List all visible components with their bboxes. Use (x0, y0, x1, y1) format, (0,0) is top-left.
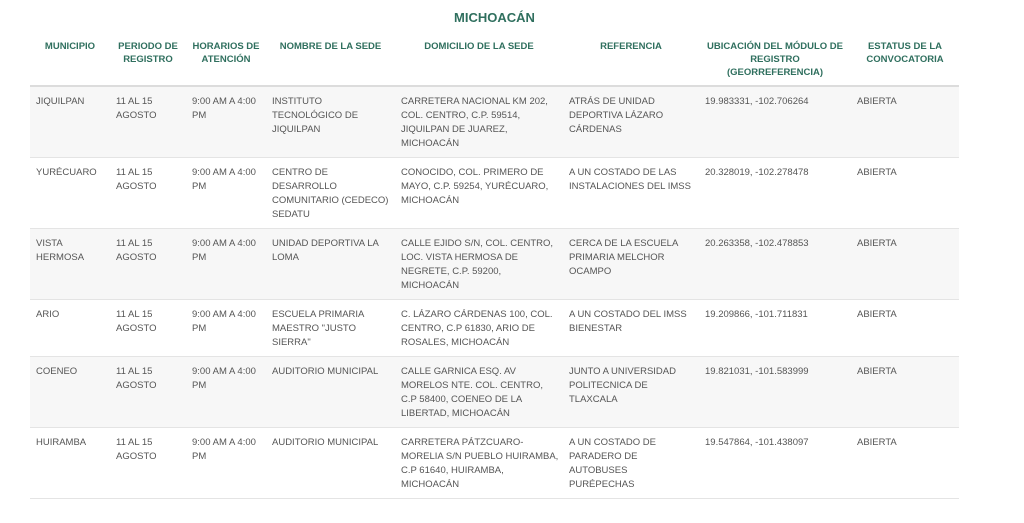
header-nombre: NOMBRE DE LA SEDE (266, 36, 395, 86)
cell-municipio: COENEO (30, 357, 110, 428)
cell-georef: 19.983331, -102.706264 (699, 86, 851, 158)
header-referencia: REFERENCIA (563, 36, 699, 86)
cell-periodo: 11 AL 15 AGOSTO (110, 158, 186, 229)
sedes-table (30, 36, 959, 499)
cell-nombre: CENTRO DE DESARROLLO COMUNITARIO (CEDECO) SEDATU (266, 158, 395, 229)
cell-referencia: ATRÁS DE UNIDAD DEPORTIVA LÁZARO CÁRDENAS (563, 86, 699, 158)
cell-georef: 19.209866, -101.711831 (699, 300, 851, 357)
header-municipio: MUNICIPIO (30, 36, 110, 86)
cell-referencia: A UN COSTADO DE PARADERO DE AUTOBUSES PURÉPECHAS (563, 428, 699, 499)
table-header-row (30, 36, 959, 86)
header-estatus: ESTATUS DE LA CONVOCATORIA (851, 36, 959, 86)
table-row (30, 428, 959, 499)
cell-periodo: 11 AL 15 AGOSTO (110, 229, 186, 300)
cell-periodo: 11 AL 15 AGOSTO (110, 357, 186, 428)
cell-domicilio: CARRETERA NACIONAL KM 202, COL. CENTRO, C.P. 59514, JIQUILPAN DE JUAREZ, MICHOACÁN (395, 86, 563, 158)
cell-estatus: ABIERTA (851, 158, 959, 229)
cell-domicilio: CALLE EJIDO S/N, COL. CENTRO, LOC. VISTA HERMOSA DE NEGRETE, C.P. 59200, MICHOACÁN (395, 229, 563, 300)
header-domicilio: DOMICILIO DE LA SEDE (395, 36, 563, 86)
cell-horario: 9:00 AM A 4:00 PM (186, 229, 266, 300)
cell-nombre: INSTITUTO TECNOLÓGICO DE JIQUILPAN (266, 86, 395, 158)
cell-estatus: ABIERTA (851, 86, 959, 158)
cell-estatus: ABIERTA (851, 229, 959, 300)
cell-horario: 9:00 AM A 4:00 PM (186, 357, 266, 428)
cell-estatus: ABIERTA (851, 428, 959, 499)
cell-horario: 9:00 AM A 4:00 PM (186, 300, 266, 357)
table-row (30, 86, 959, 158)
cell-nombre: AUDITORIO MUNICIPAL (266, 428, 395, 499)
header-periodo: PERIODO DE REGISTRO (110, 36, 186, 86)
cell-nombre: UNIDAD DEPORTIVA LA LOMA (266, 229, 395, 300)
cell-domicilio: CARRETERA PÁTZCUARO-MORELIA S/N PUEBLO HUIRAMBA, C.P 61640, HUIRAMBA, MICHOACÁN (395, 428, 563, 499)
cell-horario: 9:00 AM A 4:00 PM (186, 86, 266, 158)
cell-municipio: ARIO (30, 300, 110, 357)
cell-georef: 19.547864, -101.438097 (699, 428, 851, 499)
cell-municipio: HUIRAMBA (30, 428, 110, 499)
table-row (30, 300, 959, 357)
cell-horario: 9:00 AM A 4:00 PM (186, 158, 266, 229)
table-row (30, 357, 959, 428)
cell-periodo: 11 AL 15 AGOSTO (110, 300, 186, 357)
cell-domicilio: CALLE GARNICA ESQ. AV MORELOS NTE. COL. CENTRO, C.P 58400, COENEO DE LA LIBERTAD, MICHOACÁN (395, 357, 563, 428)
cell-periodo: 11 AL 15 AGOSTO (110, 428, 186, 499)
cell-domicilio: CONOCIDO, COL. PRIMERO DE MAYO, C.P. 59254, YURÉCUARO, MICHOACÁN (395, 158, 563, 229)
cell-nombre: AUDITORIO MUNICIPAL (266, 357, 395, 428)
page-content (30, 0, 959, 499)
cell-estatus: ABIERTA (851, 357, 959, 428)
cell-municipio: JIQUILPAN (30, 86, 110, 158)
cell-estatus: ABIERTA (851, 300, 959, 357)
table-row (30, 229, 959, 300)
cell-municipio: YURÉCUARO (30, 158, 110, 229)
cell-georef: 19.821031, -101.583999 (699, 357, 851, 428)
cell-referencia: CERCA DE LA ESCUELA PRIMARIA MELCHOR OCAMPO (563, 229, 699, 300)
cell-domicilio: C. LÁZARO CÁRDENAS 100, COL. CENTRO, C.P 61830, ARIO DE ROSALES, MICHOACÁN (395, 300, 563, 357)
header-horarios: HORARIOS DE ATENCIÓN (186, 36, 266, 86)
cell-periodo: 11 AL 15 AGOSTO (110, 86, 186, 158)
cell-georef: 20.263358, -102.478853 (699, 229, 851, 300)
table-row (30, 158, 959, 229)
cell-referencia: JUNTO A UNIVERSIDAD POLITECNICA DE TLAXCALA (563, 357, 699, 428)
cell-horario: 9:00 AM A 4:00 PM (186, 428, 266, 499)
state-title: MICHOACÁN (454, 10, 535, 25)
cell-municipio: VISTA HERMOSA (30, 229, 110, 300)
header-ubicacion: UBICACIÓN DEL MÓDULO DE REGISTRO (GEORREFERENCIA) (699, 36, 851, 86)
cell-referencia: A UN COSTADO DEL IMSS BIENESTAR (563, 300, 699, 357)
cell-nombre: ESCUELA PRIMARIA MAESTRO "JUSTO SIERRA" (266, 300, 395, 357)
cell-georef: 20.328019, -102.278478 (699, 158, 851, 229)
cell-referencia: A UN COSTADO DE LAS INSTALACIONES DEL IMSS (563, 158, 699, 229)
